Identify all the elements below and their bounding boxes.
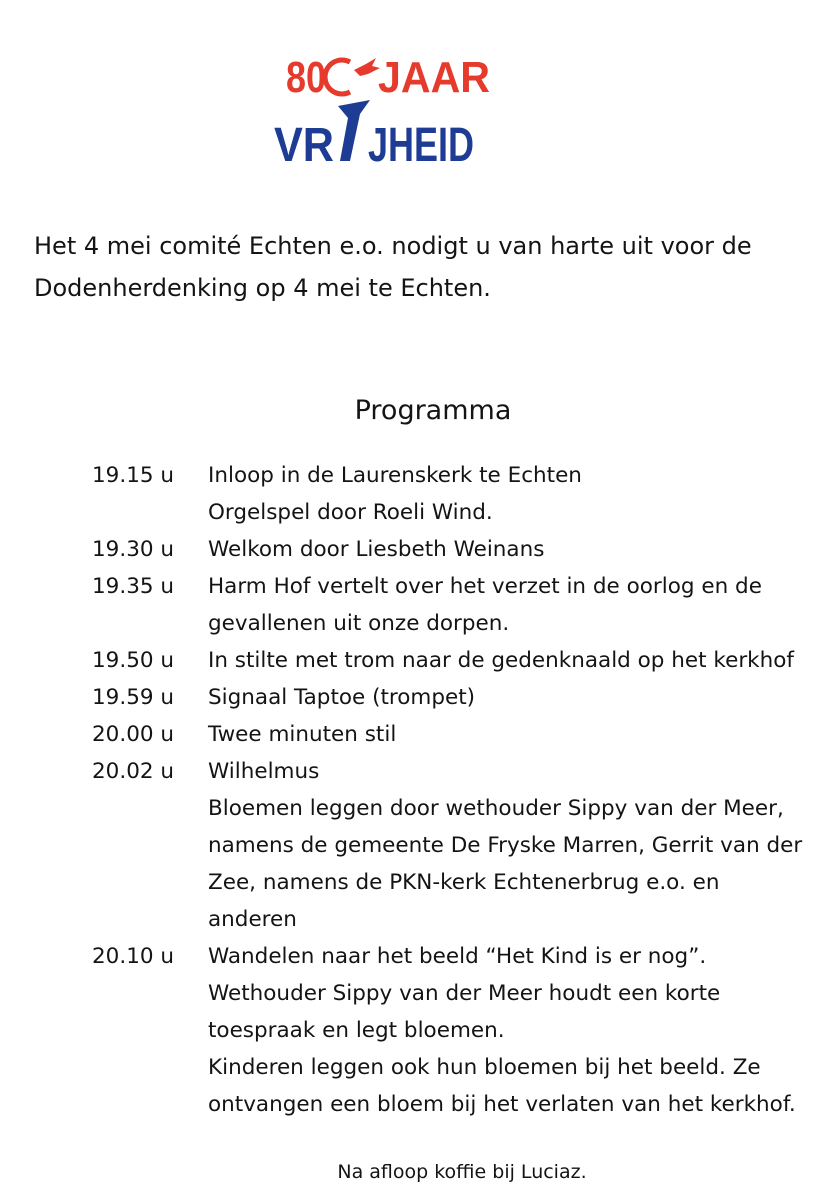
80-jaar-vrijheid-logo <box>268 48 498 170</box>
program-description-line: Signaal Taptoe (trompet) <box>208 685 476 710</box>
program-description-line: Wilhelmus <box>208 759 320 784</box>
program-description-line: Harm Hof vertelt over het verzet in de oorlog en de <box>208 574 762 599</box>
logo-jaar-text: JAAR <box>378 53 490 102</box>
program-description-line: gevallenen uit onze dorpen. <box>208 611 510 636</box>
program-description-line: Kinderen leggen ook hun bloemen bij het beeld. Ze <box>208 1055 761 1080</box>
program-description <box>208 753 837 938</box>
program-description-line: In stilte met trom naar de gedenknaald op het kerkhof <box>208 648 794 673</box>
program-item <box>92 568 837 642</box>
program-description-line: Welkom door Liesbeth Weinans <box>208 537 545 562</box>
invitation-line-1: Het 4 mei comité Echten e.o. nodigt u van harte uit voor de <box>34 232 752 260</box>
bird-i-icon <box>338 100 370 161</box>
program-time: 19.50 u <box>92 648 175 673</box>
program-description <box>208 642 837 679</box>
program-item <box>92 679 837 716</box>
program-time: 19.15 u <box>92 463 175 488</box>
program-description <box>208 531 837 568</box>
program-description-line: Bloemen leggen door wethouder Sippy van der Meer, <box>208 796 784 821</box>
program-description-line: Wandelen naar het beeld “Het Kind is er nog”. <box>208 944 707 969</box>
program-time: 19.59 u <box>92 685 175 710</box>
program-description-line: Inloop in de Laurenskerk te Echten <box>208 463 582 488</box>
program-description <box>208 938 837 1123</box>
program-item <box>92 642 837 679</box>
invitation-line-2: Dodenherdenking op 4 mei te Echten. <box>34 274 491 302</box>
program-item <box>92 531 837 568</box>
logo-jheid-text: JHEID <box>368 119 474 170</box>
program-description-line: Zee, namens de PKN-kerk Echtenerbrug e.o. en <box>208 870 720 895</box>
program-item <box>92 457 837 531</box>
program-time: 20.02 u <box>92 759 175 784</box>
program-description <box>208 568 837 642</box>
program-description-line: Orgelspel door Roeli Wind. <box>208 500 493 525</box>
program-description <box>208 679 837 716</box>
program-description-line: toespraak en legt bloemen. <box>208 1018 505 1043</box>
program-description-line: ontvangen een bloem bij het verlaten van het kerkhof. <box>208 1092 796 1117</box>
program-description-line: Wethouder Sippy van der Meer houdt een korte <box>208 981 721 1006</box>
dove-icon <box>325 58 380 94</box>
program-item <box>92 753 837 938</box>
program-description-line: namens de gemeente De Fryske Marren, Gerrit van der <box>208 833 803 858</box>
program-description-line: Twee minuten stil <box>208 722 397 747</box>
program-item <box>92 938 837 1123</box>
logo-vr-text: VR <box>274 119 334 170</box>
program-time: 19.35 u <box>92 574 175 599</box>
closing-note: Na afloop koffie bij Luciaz. <box>337 1161 587 1183</box>
program-time: 19.30 u <box>92 537 175 562</box>
program-heading: Programma <box>354 395 512 426</box>
program-time: 20.10 u <box>92 944 175 969</box>
program-description <box>208 716 837 753</box>
invitation-text <box>34 225 824 309</box>
program-time: 20.00 u <box>92 722 175 747</box>
logo-80-text: 80 <box>286 53 326 102</box>
program-description-line: anderen <box>208 907 297 932</box>
program-description <box>208 457 837 531</box>
program-schedule <box>92 457 837 1123</box>
program-item <box>92 716 837 753</box>
